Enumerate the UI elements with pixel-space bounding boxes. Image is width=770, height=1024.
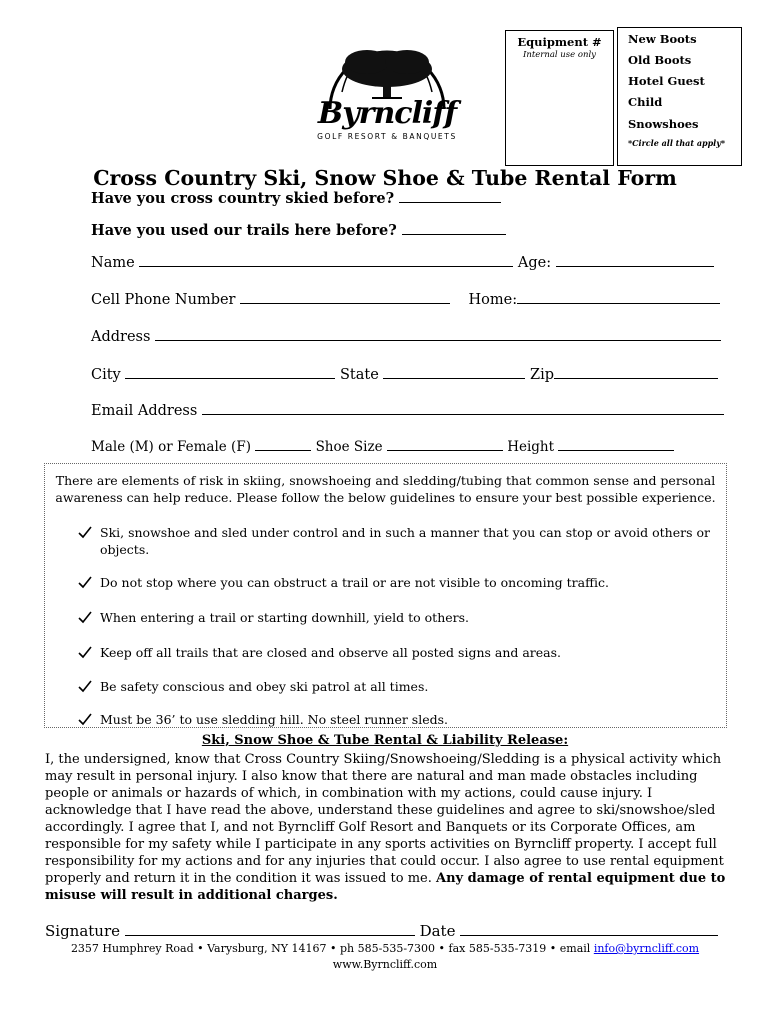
release-bold-clause: Any damage of rental equipment due to misuse will result in additional charges. — [45, 871, 726, 903]
checkmark-icon — [77, 711, 93, 728]
equipment-number-box[interactable] — [505, 30, 614, 166]
guideline-item — [75, 524, 740, 558]
name-input[interactable] — [139, 254, 513, 267]
skied-before-field[interactable] — [399, 190, 501, 203]
used-trails-field[interactable] — [402, 222, 506, 235]
form-title: Cross Country Ski, Snow Shoe & Tube Rental Form — [93, 166, 677, 190]
signature-row — [45, 922, 718, 940]
option-old-boots[interactable]: Old Boots — [628, 53, 692, 67]
gender-input[interactable] — [255, 438, 311, 451]
address-input[interactable] — [155, 328, 721, 341]
release-text: I, the undersigned, know that Cross Country Skiing/Snowshoeing/Sledding is a physical activity which may result in personal injury. I also know that there are natural and man made obstacles including people or animals or hazards of which, in combination with my actions, could cause injury. I acknowledge that I have read the above, understand these guidelines and agree to ski/snowshoe/sled accordingly. I agree that I, and not Byrncliff Golf Resort and Banquets or its Corporate Offices, am responsible for my safety while I participate in any sports activities on Byrncliff property. I accept full responsibility for my actions and for any injuries that could occur. I also agree to use rental equipment properly and return it in the condition it was issued to me. — [45, 752, 724, 886]
height-label: Height — [507, 439, 555, 455]
equipment-title: Equipment # — [517, 35, 602, 49]
checkmark-icon — [77, 524, 93, 541]
checkmark-icon — [77, 644, 93, 661]
gender-row — [91, 438, 674, 455]
footer — [0, 941, 770, 973]
guideline-item — [75, 711, 740, 728]
signature-label: Signature — [45, 922, 121, 940]
footer-contact-line — [0, 941, 770, 957]
option-snowshoes[interactable]: Snowshoes — [628, 117, 699, 131]
guideline-text: Do not stop where you can obstruct a trail or are not visible to oncoming traffic. — [100, 575, 609, 590]
option-new-boots[interactable]: New Boots — [628, 32, 697, 46]
shoe-size-label: Shoe Size — [315, 439, 383, 455]
guideline-text: When entering a trail or starting downhill, yield to others. — [100, 610, 470, 625]
address-label: Address — [91, 329, 151, 345]
guideline-item — [75, 574, 740, 591]
equipment-subtitle: Internal use only — [523, 50, 596, 60]
state-input[interactable] — [383, 366, 525, 379]
date-label: Date — [419, 922, 456, 940]
phone-row — [91, 291, 720, 308]
cell-phone-label: Cell Phone Number — [91, 292, 236, 308]
zip-input[interactable] — [554, 366, 718, 379]
option-child[interactable]: Child — [628, 95, 663, 109]
checkmark-icon — [77, 574, 93, 591]
question-skied-label: Have you cross country skied before? — [91, 190, 395, 207]
checkmark-icon — [77, 678, 93, 695]
state-label: State — [339, 367, 379, 383]
signature-input[interactable] — [125, 923, 415, 936]
footer-email-link[interactable]: info@byrncliff.com — [593, 942, 700, 955]
question-used-trails — [91, 222, 506, 239]
email-label: Email Address — [91, 403, 198, 419]
gender-label: Male (M) or Female (F) — [91, 439, 251, 455]
age-input[interactable] — [556, 254, 714, 267]
home-phone-label: Home: — [468, 292, 518, 308]
guideline-item — [75, 678, 740, 695]
city-label: City — [91, 367, 121, 383]
question-skied-before — [91, 190, 501, 207]
home-phone-input[interactable] — [517, 291, 720, 304]
name-row — [91, 254, 714, 271]
option-hotel-guest[interactable]: Hotel Guest — [628, 74, 705, 88]
guideline-text: Keep off all trails that are closed and observe all posted signs and areas. — [100, 645, 562, 660]
guideline-item — [75, 644, 740, 661]
logo-subtitle: GOLF RESORT & BANQUETS — [317, 132, 457, 141]
guideline-text: Ski, snowshoe and sled under control and in such a manner that you can stop or avoid others or objects. — [100, 525, 710, 557]
shoe-size-input[interactable] — [387, 438, 503, 451]
byrncliff-logo — [312, 14, 462, 146]
age-label: Age: — [517, 255, 552, 271]
email-input[interactable] — [202, 402, 724, 415]
city-row — [91, 366, 718, 383]
footer-address: 2357 Humphrey Road • Varysburg, NY 14167 • ph 585-535-7300 • fax 585-535-7319 • email — [70, 942, 591, 955]
address-row — [91, 328, 721, 345]
email-row — [91, 402, 724, 419]
guidelines-box — [44, 463, 727, 728]
zip-label: Zip — [530, 367, 555, 383]
circle-note: *Circle all that apply* — [628, 138, 726, 148]
guidelines-intro: There are elements of risk in skiing, snowshoeing and sledding/tubing that common sense and personal awareness can help reduce. Please follow the below guidelines to ensure your best possible experience. — [55, 473, 716, 505]
city-input[interactable] — [125, 366, 335, 379]
guideline-text: Must be 36’ to use sledding hill. No steel runner sleds. — [100, 712, 448, 727]
question-trails-label: Have you used our trails here before? — [91, 222, 397, 239]
release-body — [45, 751, 735, 904]
name-label: Name — [91, 255, 135, 271]
footer-website[interactable]: www.Byrncliff.com — [332, 958, 438, 971]
rental-options-box — [617, 27, 742, 166]
date-input[interactable] — [460, 923, 718, 936]
guideline-item — [75, 609, 740, 626]
cell-phone-input[interactable] — [240, 291, 450, 304]
guideline-text: Be safety conscious and obey ski patrol at all times. — [100, 679, 429, 694]
checkmark-icon — [77, 609, 93, 626]
release-title: Ski, Snow Shoe & Tube Rental & Liability Release: — [201, 733, 569, 748]
height-input[interactable] — [558, 438, 674, 451]
logo-name: Byrncliff — [317, 96, 457, 131]
